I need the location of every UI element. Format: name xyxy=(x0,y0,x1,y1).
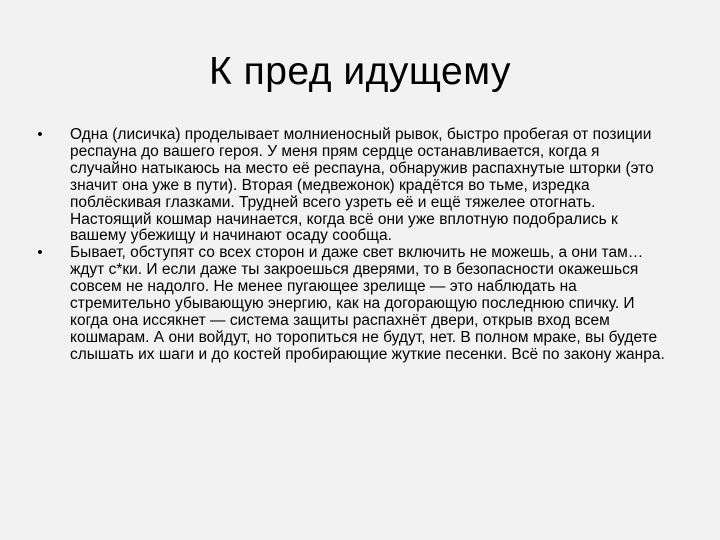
bullet-marker: • xyxy=(37,244,43,262)
slide-title: К пред идущему xyxy=(209,50,511,93)
bullet-list xyxy=(37,126,670,364)
list-item xyxy=(37,244,670,363)
bullet-text: Бывает, обступят со всех сторон и даже свет включить не можешь, а они там… ждут с*ки. И если даже ты закроешься дверями, то в безопасности окажешься совсем не надолго. Не менее пугающее зрелище — это наблюдать на стремительно убывающую энергию, как на догорающую последнюю спичку. И когда она иссякнет — система защиты распахнёт двери, открыв вход всем кошмарам. А они войдут, но торопиться не будут, нет. В полном мраке, вы будете слышать их шаги и до костей пробирающие жуткие песенки. Всё по закону жанра. xyxy=(70,244,665,363)
bullet-text: Одна (лисичка) проделывает молниеносный рывок, быстро пробегая от позиции респауна до вашего героя. У меня прям сердце останавливается, когда я случайно натыкаюсь на место её респауна, обнаружив распахнутые шторки (это значит она уже в пути). Вторая (медвежонок) крадётся во тьме, изредка поблёскивая глазками. Трудней всего узреть её и ещё тяжелее отогнать. Настоящий кошмар начинается, когда всё они уже вплотную подобрались к вашему убежищу и начинают осаду сообща. xyxy=(70,126,654,245)
bullet-marker: • xyxy=(37,126,43,143)
list-item xyxy=(37,126,670,245)
